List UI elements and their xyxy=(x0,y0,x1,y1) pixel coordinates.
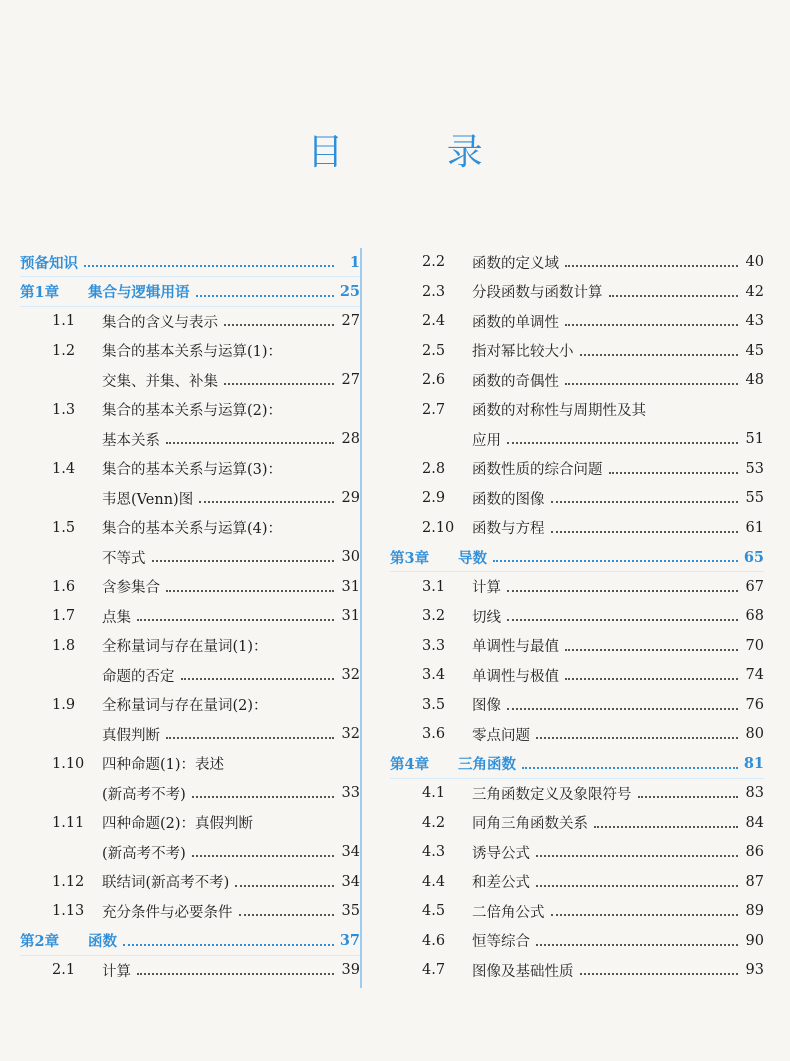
entry-title: 全称量词与存在量词(1)： xyxy=(102,639,268,655)
entry-title: 函数的对称性与周期性及其 xyxy=(472,403,646,419)
entry-number: 4.2 xyxy=(422,814,446,831)
entry-number: 4.3 xyxy=(422,844,446,860)
entry-number: 4.4 xyxy=(422,873,446,890)
entry-page-number: 84 xyxy=(745,814,764,831)
entry-number: 2.4 xyxy=(422,313,446,329)
toc-chapter-entry xyxy=(390,543,764,572)
entry-page-number: 70 xyxy=(745,637,764,654)
toc-section-entry xyxy=(390,779,764,807)
entry-number: 1.7 xyxy=(52,608,76,624)
dot-leader xyxy=(565,633,738,651)
dot-leader xyxy=(609,456,739,474)
toc-section-entry xyxy=(390,868,764,896)
entry-number: 2.1 xyxy=(52,962,76,978)
toc-section-entry xyxy=(20,809,360,837)
entry-title: 韦恩(Venn)图 xyxy=(102,491,194,508)
entry-number: 1.6 xyxy=(52,578,76,595)
dot-leader xyxy=(181,662,335,680)
toc-section-entry xyxy=(390,838,764,866)
entry-title: 交集、并集、补集 xyxy=(102,373,218,390)
entry-title: 函数的奇偶性 xyxy=(472,373,559,390)
toc-section-entry xyxy=(20,897,360,925)
entry-number: 4.7 xyxy=(422,962,446,978)
entry-title: 图像及基础性质 xyxy=(472,963,574,980)
entry-title: 四种命题(2)：真假判断 xyxy=(102,816,254,832)
entry-page-number: 67 xyxy=(745,578,764,595)
dot-leader xyxy=(196,279,334,297)
toc-section-entry xyxy=(20,366,360,394)
entry-title: 命题的否定 xyxy=(102,668,175,685)
toc-section-entry xyxy=(20,632,360,660)
dot-leader xyxy=(507,426,738,444)
toc-section-entry xyxy=(390,956,764,984)
entry-title: 基本关系 xyxy=(102,432,160,449)
entry-number: 1.13 xyxy=(52,903,85,919)
toc-chapter-entry xyxy=(20,278,360,307)
entry-title: (新高考不考) xyxy=(102,845,186,862)
entry-number: 2.9 xyxy=(422,490,446,506)
entry-title: 集合的基本关系与运算(2)： xyxy=(102,403,283,419)
entry-title: 联结词(新高考不考) xyxy=(102,875,230,891)
entry-number: 3.4 xyxy=(422,667,446,683)
toc-section-entry xyxy=(20,661,360,689)
entry-page-number: 86 xyxy=(745,844,764,860)
entry-title: 同角三角函数关系 xyxy=(472,816,588,832)
entry-page-number: 35 xyxy=(341,903,360,919)
dot-leader xyxy=(192,780,334,798)
entry-page-number: 1 xyxy=(349,253,360,271)
toc-section-entry xyxy=(390,337,764,365)
entry-page-number: 27 xyxy=(341,313,360,329)
toc-section-entry xyxy=(20,691,360,719)
entry-number: 2.8 xyxy=(422,460,446,477)
entry-number: 1.12 xyxy=(52,873,85,890)
toc-section-entry xyxy=(390,248,764,276)
entry-title: 二倍角公式 xyxy=(472,904,545,921)
toc-chapter-entry xyxy=(20,927,360,956)
entry-title: 集合的基本关系与运算(1)： xyxy=(102,344,283,360)
toc-chapter-entry xyxy=(20,248,360,277)
entry-title: 计算 xyxy=(472,580,501,596)
dot-leader xyxy=(166,426,334,444)
toc-section-entry xyxy=(390,455,764,483)
entry-page-number: 80 xyxy=(745,726,764,742)
dot-leader xyxy=(137,957,334,975)
dot-leader xyxy=(551,898,739,916)
dot-leader xyxy=(536,928,738,946)
entry-title: 零点问题 xyxy=(472,727,530,744)
toc-right-column xyxy=(390,248,764,988)
entry-title: 函数 xyxy=(88,933,117,950)
toc-section-entry xyxy=(390,307,764,335)
dot-leader xyxy=(536,839,738,857)
dot-leader xyxy=(199,485,334,503)
dot-leader xyxy=(594,810,738,828)
entry-page-number: 34 xyxy=(341,844,360,860)
entry-title: 含参集合 xyxy=(102,580,160,596)
entry-number: 第1章 xyxy=(20,284,60,301)
entry-title: 诱导公式 xyxy=(472,845,530,862)
entry-title: 恒等综合 xyxy=(472,934,530,950)
toc-section-entry xyxy=(20,838,360,866)
entry-title: 点集 xyxy=(102,609,131,626)
entry-page-number: 27 xyxy=(341,372,360,388)
dot-leader xyxy=(84,249,334,267)
dot-leader xyxy=(536,869,738,887)
entry-number: 2.6 xyxy=(422,372,446,388)
dot-leader xyxy=(638,780,739,798)
entry-number: 1.10 xyxy=(52,755,85,772)
entry-title: 指对幂比较大小 xyxy=(472,344,574,360)
entry-page-number: 31 xyxy=(341,608,360,624)
toc-section-entry xyxy=(20,425,360,453)
dot-leader xyxy=(507,692,738,710)
entry-number: 第2章 xyxy=(20,933,60,950)
entry-title: 充分条件与必要条件 xyxy=(102,904,233,921)
entry-page-number: 61 xyxy=(745,519,764,536)
entry-page-number: 40 xyxy=(745,254,764,270)
entry-number: 4.1 xyxy=(422,785,446,801)
entry-page-number: 39 xyxy=(341,962,360,978)
toc-section-entry xyxy=(20,396,360,424)
entry-number: 3.1 xyxy=(422,578,446,595)
toc-section-entry xyxy=(20,779,360,807)
dot-leader xyxy=(166,574,334,592)
dot-leader xyxy=(551,515,739,533)
entry-number: 3.6 xyxy=(422,726,446,742)
entry-page-number: 81 xyxy=(743,755,764,772)
page-title: 目 录 xyxy=(307,132,529,173)
entry-page-number: 89 xyxy=(745,903,764,919)
entry-page-number: 90 xyxy=(745,932,764,949)
toc-section-entry xyxy=(390,691,764,719)
entry-page-number: 51 xyxy=(745,431,764,447)
toc-section-entry xyxy=(390,366,764,394)
entry-page-number: 83 xyxy=(745,785,764,801)
toc-section-entry xyxy=(390,396,764,424)
entry-title: 三角函数 xyxy=(458,756,516,773)
entry-title: 和差公式 xyxy=(472,875,530,891)
toc-section-entry xyxy=(20,484,360,512)
entry-page-number: 76 xyxy=(745,696,764,713)
toc-section-entry xyxy=(20,455,360,483)
toc-left-column xyxy=(20,248,362,988)
toc-section-entry xyxy=(390,897,764,925)
entry-number: 1.9 xyxy=(52,696,76,713)
entry-number: 4.6 xyxy=(422,932,446,949)
toc-section-entry xyxy=(20,956,360,984)
entry-number: 1.11 xyxy=(52,814,85,831)
entry-page-number: 31 xyxy=(341,578,360,595)
entry-number: 1.2 xyxy=(52,342,76,359)
dot-leader xyxy=(224,308,334,326)
entry-title: 函数与方程 xyxy=(472,521,545,537)
entry-title: 单调性与最值 xyxy=(472,639,559,655)
dot-leader xyxy=(536,721,738,739)
dot-leader xyxy=(192,839,334,857)
dot-leader xyxy=(239,898,335,916)
toc-section-entry xyxy=(390,602,764,630)
dot-leader xyxy=(507,603,738,621)
entry-page-number: 37 xyxy=(339,932,360,949)
toc-section-entry xyxy=(390,514,764,542)
entry-title: 图像 xyxy=(472,698,501,714)
entry-page-number: 32 xyxy=(341,726,360,742)
entry-page-number: 25 xyxy=(339,283,360,300)
entry-number: 1.1 xyxy=(52,313,76,329)
dot-leader xyxy=(580,957,739,975)
entry-page-number: 34 xyxy=(341,873,360,890)
entry-title: 不等式 xyxy=(102,550,146,567)
dot-leader xyxy=(493,544,738,562)
dot-leader xyxy=(609,279,739,297)
entry-title: 集合的基本关系与运算(3)： xyxy=(102,462,283,478)
entry-page-number: 33 xyxy=(341,785,360,801)
entry-page-number: 32 xyxy=(341,667,360,683)
dot-leader xyxy=(507,574,738,592)
toc-section-entry xyxy=(390,661,764,689)
entry-number: 2.7 xyxy=(422,401,446,418)
dot-leader xyxy=(565,662,738,680)
entry-number: 第4章 xyxy=(390,756,430,773)
toc-section-entry xyxy=(390,425,764,453)
toc-section-entry xyxy=(390,927,764,955)
toc-section-entry xyxy=(390,573,764,601)
entry-number: 3.3 xyxy=(422,637,446,654)
toc-section-entry xyxy=(390,809,764,837)
entry-page-number: 29 xyxy=(341,490,360,506)
entry-number: 2.10 xyxy=(422,519,455,536)
entry-page-number: 48 xyxy=(745,372,764,388)
entry-page-number: 93 xyxy=(745,962,764,978)
dot-leader xyxy=(224,367,334,385)
dot-leader xyxy=(123,928,334,946)
toc-section-entry xyxy=(20,543,360,571)
entry-title: (新高考不考) xyxy=(102,786,186,803)
entry-title: 应用 xyxy=(472,432,501,449)
entry-title: 函数的定义域 xyxy=(472,255,559,272)
toc-section-entry xyxy=(390,484,764,512)
entry-title: 单调性与极值 xyxy=(472,668,559,685)
entry-page-number: 45 xyxy=(745,342,764,359)
toc-section-entry xyxy=(20,602,360,630)
entry-page-number: 55 xyxy=(745,490,764,506)
toc-section-entry xyxy=(20,514,360,542)
entry-title: 集合的含义与表示 xyxy=(102,314,218,331)
entry-title: 真假判断 xyxy=(102,727,160,744)
entry-page-number: 74 xyxy=(745,667,764,683)
dot-leader xyxy=(235,869,334,887)
dot-leader xyxy=(551,485,739,503)
toc-section-entry xyxy=(390,278,764,306)
dot-leader xyxy=(565,367,738,385)
entry-title: 预备知识 xyxy=(20,254,78,272)
entry-title: 切线 xyxy=(472,609,501,626)
dot-leader xyxy=(522,751,738,769)
entry-number: 2.3 xyxy=(422,283,446,300)
dot-leader xyxy=(565,308,738,326)
toc-section-entry xyxy=(20,868,360,896)
entry-page-number: 28 xyxy=(341,431,360,447)
entry-number: 3.2 xyxy=(422,608,446,624)
entry-title: 函数性质的综合问题 xyxy=(472,462,603,478)
entry-number: 1.3 xyxy=(52,401,76,418)
toc-section-entry xyxy=(20,750,360,778)
dot-leader xyxy=(137,603,334,621)
toc-section-entry xyxy=(20,307,360,335)
dot-leader xyxy=(580,338,739,356)
entry-title: 函数的图像 xyxy=(472,491,545,508)
dot-leader xyxy=(565,249,738,267)
dot-leader xyxy=(166,721,334,739)
entry-title: 三角函数定义及象限符号 xyxy=(472,786,632,803)
entry-page-number: 87 xyxy=(745,873,764,890)
entry-page-number: 43 xyxy=(745,313,764,329)
entry-number: 4.5 xyxy=(422,903,446,919)
entry-page-number: 65 xyxy=(743,548,764,566)
entry-title: 导数 xyxy=(458,549,487,567)
toc-section-entry xyxy=(390,632,764,660)
entry-page-number: 30 xyxy=(341,549,360,565)
toc-section-entry xyxy=(20,720,360,748)
entry-number: 1.8 xyxy=(52,637,76,654)
entry-title: 四种命题(1)：表述 xyxy=(102,757,225,773)
dot-leader xyxy=(152,544,335,562)
entry-number: 2.2 xyxy=(422,254,446,270)
entry-number: 2.5 xyxy=(422,342,446,359)
entry-title: 集合与逻辑用语 xyxy=(88,284,190,301)
toc-chapter-entry xyxy=(390,750,764,779)
entry-title: 全称量词与存在量词(2)： xyxy=(102,698,268,714)
entry-page-number: 68 xyxy=(745,608,764,624)
entry-page-number: 53 xyxy=(745,460,764,477)
entry-title: 计算 xyxy=(102,963,131,980)
entry-title: 集合的基本关系与运算(4)： xyxy=(102,521,283,537)
entry-title: 分段函数与函数计算 xyxy=(472,285,603,301)
entry-number: 1.4 xyxy=(52,460,76,477)
toc-section-entry xyxy=(390,720,764,748)
entry-page-number: 42 xyxy=(745,283,764,300)
entry-number: 第3章 xyxy=(390,549,430,567)
toc-section-entry xyxy=(20,573,360,601)
toc-section-entry xyxy=(20,337,360,365)
entry-number: 1.5 xyxy=(52,519,76,536)
entry-title: 函数的单调性 xyxy=(472,314,559,331)
entry-number: 3.5 xyxy=(422,696,446,713)
